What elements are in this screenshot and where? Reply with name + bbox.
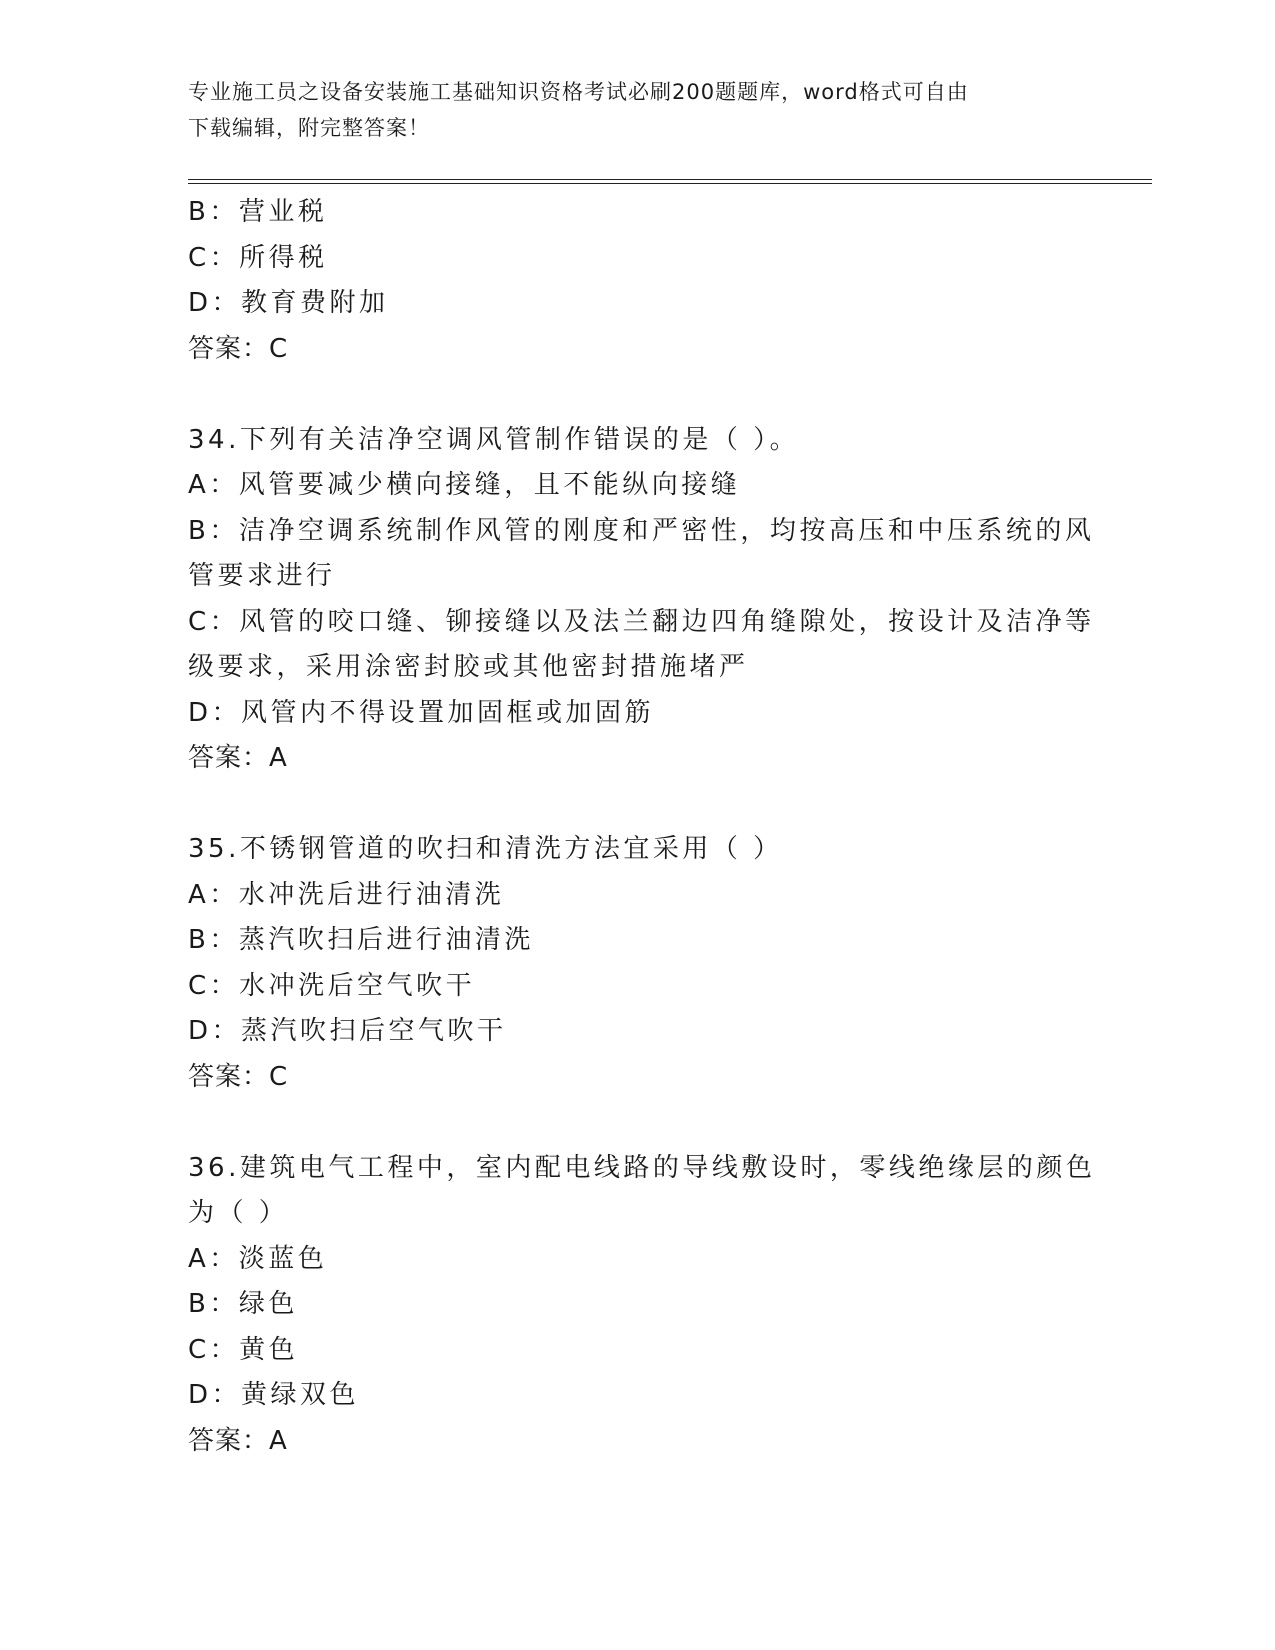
option-d: D：教育费附加: [188, 288, 389, 318]
option-b: B：营业税: [188, 197, 328, 227]
option-d: D：蒸汽吹扫后空气吹干: [188, 1016, 507, 1046]
header-divider-bottom: [188, 183, 1152, 184]
answer-line: 答案：A: [188, 743, 288, 773]
question-34-block: [188, 418, 1095, 782]
prev-question-block: [188, 190, 1088, 372]
question-36-block: [188, 1146, 1096, 1465]
header-line-1: 专业施工员之设备安装施工基础知识资格考试必刷200题题库，word格式可自由: [188, 80, 969, 104]
option-c: C：所得税: [188, 242, 328, 273]
option-c: C：风管的咬口缝、铆接缝以及法兰翻边四角缝隙处，按设计及洁净等: [188, 606, 1095, 637]
spacer: [188, 1100, 1088, 1146]
option-c-continued: 级要求，采用涂密封胶或其他密封措施堵严: [188, 652, 749, 682]
spacer: [188, 372, 1088, 418]
option-b: B：洁净空调系统制作风管的刚度和严密性，均按高压和中压系统的风: [188, 515, 1095, 546]
option-c: C：水冲洗后空气吹干: [188, 970, 476, 1001]
header-line-2: 下载编辑，附完整答案！: [188, 116, 430, 140]
option-d: D：黄绿双色: [188, 1380, 360, 1410]
question-35-block: [188, 827, 1088, 1100]
option-a: A：淡蓝色: [188, 1243, 328, 1274]
question-stem: 34.下列有关洁净空调风管制作错误的是（ ）。: [188, 424, 800, 455]
question-stem: 36.建筑电气工程中，室内配电线路的导线敷设时，零线绝缘层的颜色: [188, 1152, 1096, 1183]
header-divider-top: [188, 179, 1152, 180]
question-list: [188, 190, 1096, 1464]
option-b: B：绿色: [188, 1289, 298, 1319]
answer-line: 答案：A: [188, 1425, 288, 1456]
answer-line: 答案：C: [188, 1061, 289, 1092]
question-stem-continued: 为（ ）: [188, 1198, 289, 1228]
option-d: D：风管内不得设置加固框或加固筋: [188, 697, 655, 728]
document-header: [188, 74, 1088, 146]
spacer: [188, 782, 1088, 828]
option-b: B：蒸汽吹扫后进行油清洗: [188, 925, 534, 955]
answer-line: 答案：C: [188, 333, 289, 364]
question-stem: 35.不锈钢管道的吹扫和清洗方法宜采用（ ）: [188, 834, 783, 864]
option-b-continued: 管要求进行: [188, 561, 336, 591]
option-a: A：风管要减少横向接缝，且不能纵向接缝: [188, 470, 741, 500]
option-c: C：黄色: [188, 1334, 299, 1365]
option-a: A：水冲洗后进行油清洗: [188, 879, 505, 910]
